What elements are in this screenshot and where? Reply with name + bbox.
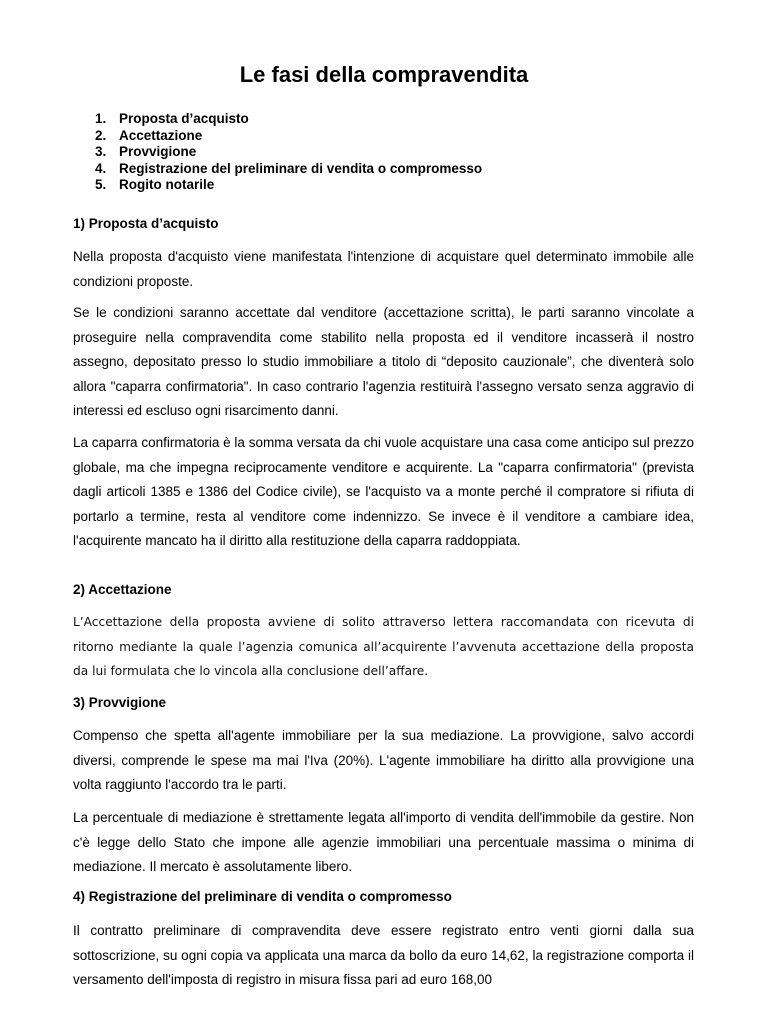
section-heading-provvigione: 3) Provvigione <box>73 695 167 710</box>
toc-item-number: 5. <box>95 177 107 192</box>
toc-item-label: Proposta d’acquisto <box>119 111 249 126</box>
toc-item-label: Rogito notarile <box>119 177 215 192</box>
toc-item <box>95 144 482 161</box>
toc-item-label: Registrazione del preliminare di vendita o compromesso <box>119 160 483 176</box>
paragraph-provvigione-1: Compenso che spetta all'agente immobiliare per la sua mediazione. La provvigione, salvo accordi diversi, comprende le spese ma mai l'Iva (20%). L'agente immobiliare ha diritto alla provvigione una volta raggiunto l'accordo tra le parti. <box>73 728 694 792</box>
toc-item <box>95 128 482 145</box>
paragraph-proposta-2: Se le condizioni saranno accettate dal venditore (accettazione scritta), le parti saranno vincolate a proseguire nella compravendita come stabilito nella proposta ed il venditore incasserà il nostro assegno, depositato presso lo studio immobiliare a titolo di “deposito cauzionale”, che diventerà solo allora "caparra confirmatoria". In caso contrario l'agenzia restituirà l'assegno versato senza aggravio di interessi ed escluso ogni risarcimento danni. <box>73 305 694 418</box>
paragraph-proposta-1: Nella proposta d'acquisto viene manifestata l'intenzione di acquistare quel determinato immobile alle condizioni proposte. <box>73 249 694 289</box>
toc-item <box>95 161 482 178</box>
toc-item-number: 4. <box>95 160 107 176</box>
paragraph-caparra: La caparra confirmatoria è la somma versata da chi vuole acquistare una casa come anticipo sul prezzo globale, ma che impegna reciprocamente venditore e acquirente. La "caparra confirmatoria" (prevista dagli articoli 1385 e 1386 del Codice civile), se l'acquisto va a monte perché il compratore si rifiuta di portarlo a termine, resta al venditore come indennizzo. Se invece è il venditore a cambiare idea, l'acquirente mancato ha il diritto alla restituzione della caparra raddoppiata. <box>73 435 694 548</box>
paragraph-registrazione: Il contratto preliminare di compravendita deve essere registrato entro venti giorni dalla sua sottoscrizione, su ogni copia va applicata una marca da bollo da euro 14,62, la registrazione comporta il versamento dell'imposta di registro in misura fissa pari ad euro 168,00 <box>73 923 694 987</box>
document-title: Le fasi della compravendita <box>239 62 529 87</box>
toc-item <box>95 111 482 128</box>
toc-item-number: 2. <box>95 127 107 143</box>
toc-item-label: Accettazione <box>119 127 203 143</box>
section-heading-registrazione: 4) Registrazione del preliminare di vendita o compromesso <box>73 889 452 904</box>
section-heading-proposta: 1) Proposta d’acquisto <box>73 216 219 231</box>
paragraph-provvigione-2: La percentuale di mediazione è strettamente legata all'importo di vendita dell'immobile da gestire. Non c'è legge dello Stato che impone alle agenzie immobiliari una percentuale massima o minima di mediazione. Il mercato è assolutamente libero. <box>73 810 694 874</box>
toc-item-label: Provvigione <box>119 144 197 159</box>
toc-item <box>95 177 482 194</box>
toc-item-number: 1. <box>95 111 107 126</box>
toc-item-number: 3. <box>95 144 107 159</box>
section-heading-accettazione: 2) Accettazione <box>73 582 172 597</box>
table-of-contents <box>95 111 482 194</box>
paragraph-accettazione: L’Accettazione della proposta avviene di solito attraverso lettera raccomandata con ricevuta di ritorno mediante la quale l’agenzia comunica all’acquirente l’avvenuta accettazione della proposta da lui formulata che lo vincola alla conclusione dell’affare. <box>73 615 694 678</box>
